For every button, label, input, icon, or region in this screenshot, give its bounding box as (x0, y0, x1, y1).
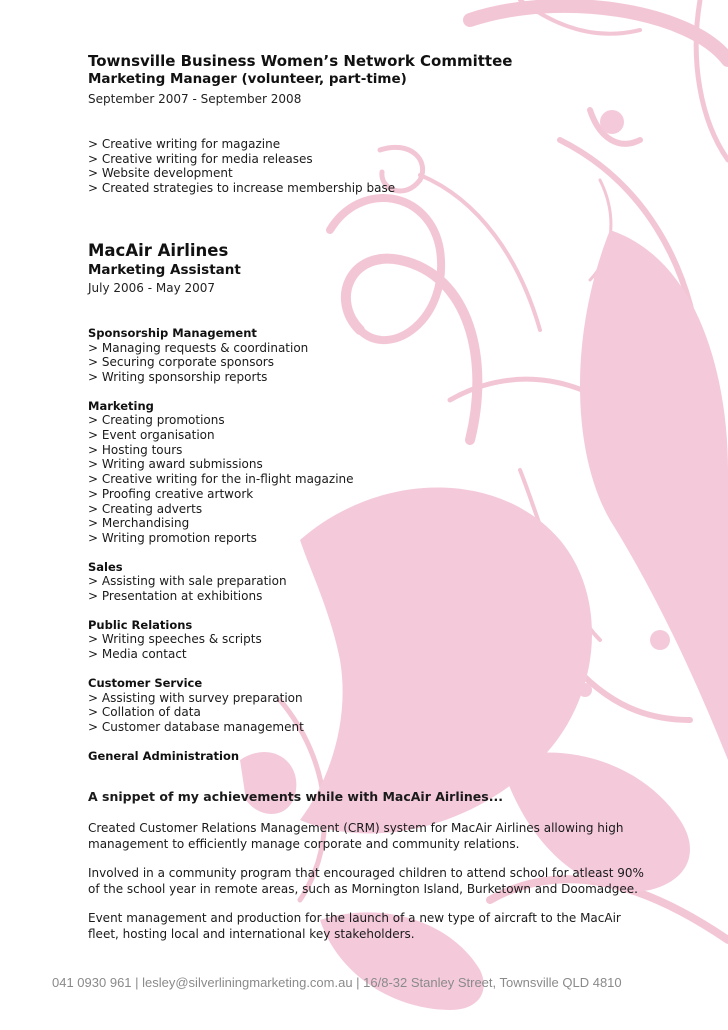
list-item: > Creative writing for magazine (88, 137, 281, 151)
achievement-paragraph: Involved in a community program that encouraged children to attend school for atleast 90% of the school year in remote areas, such as Mornington Island, Burketown and Doomadgee. (88, 866, 644, 896)
list-item: > Assisting with survey preparation (88, 690, 303, 705)
group-heading: Marketing (88, 398, 154, 413)
list-item: > Creative writing for media releases (88, 151, 313, 166)
org-name: MacAir Airlines (88, 240, 229, 260)
group-heading: Sponsorship Management (88, 325, 257, 340)
date-range: September 2007 - September 2008 (88, 92, 302, 106)
list-item: > Created strategies to increase membership base (88, 181, 396, 196)
list-item: > Website development (88, 166, 233, 181)
list-item: > Creating adverts (88, 501, 203, 516)
list-item: > Media contact (88, 647, 187, 662)
contact-footer: 041 0930 961 | lesley@silverliningmarketing.com.au | 16/8-32 Stanley Street, Townsville QLD 4810 (52, 975, 622, 990)
org-name: Townsville Business Women’s Network Committee (88, 52, 513, 70)
role-macair (88, 241, 648, 764)
duty-groups (88, 326, 648, 764)
job-title: Marketing Manager (volunteer, part-time) (88, 71, 407, 87)
list-item: > Managing requests & coordination (88, 340, 309, 355)
list-item: > Creative writing for the in-flight magazine (88, 472, 354, 487)
list-item: > Securing corporate sponsors (88, 355, 274, 370)
list-item: > Event organisation (88, 428, 215, 443)
list-item: > Creating promotions (88, 413, 225, 428)
group-heading: Public Relations (88, 617, 193, 632)
duty-group-sponsorship (88, 326, 648, 385)
duty-group-customer-service (88, 676, 648, 735)
achievements-section (88, 789, 648, 942)
list-item: > Writing speeches & scripts (88, 632, 262, 647)
resume-content (88, 52, 648, 956)
list-item: > Hosting tours (88, 442, 183, 457)
list-item: > Proofing creative artwork (88, 486, 254, 501)
job-title: Marketing Assistant (88, 261, 241, 278)
list-item: > Writing sponsorship reports (88, 369, 268, 384)
role-townsville (88, 52, 648, 196)
date-range: July 2006 - May 2007 (88, 280, 216, 295)
achievement-paragraph: Event management and production for the launch of a new type of aircraft to the MacAir fleet, hosting local and international key stakeholders. (88, 911, 621, 941)
duty-list (88, 137, 648, 196)
group-heading: Customer Service (88, 675, 203, 690)
list-item: > Collation of data (88, 705, 201, 720)
duty-group-sales (88, 560, 648, 604)
list-item: > Merchandising (88, 516, 190, 531)
achievement-paragraph: Created Customer Relations Management (CRM) system for MacAir Airlines allowing high management to efficiently manage corporate and community relations. (88, 821, 624, 851)
list-item: > Writing award submissions (88, 457, 263, 472)
group-heading: Sales (88, 559, 123, 574)
duty-group-general-admin (88, 749, 648, 764)
duty-group-public-relations (88, 618, 648, 662)
achievements-heading: A snippet of my achievements while with MacAir Airlines... (88, 789, 503, 805)
duty-group-marketing (88, 399, 648, 546)
list-item: > Presentation at exhibitions (88, 589, 263, 604)
list-item: > Writing promotion reports (88, 530, 257, 545)
group-heading: General Administration (88, 748, 240, 763)
list-item: > Customer database management (88, 719, 304, 734)
list-item: > Assisting with sale preparation (88, 574, 287, 589)
